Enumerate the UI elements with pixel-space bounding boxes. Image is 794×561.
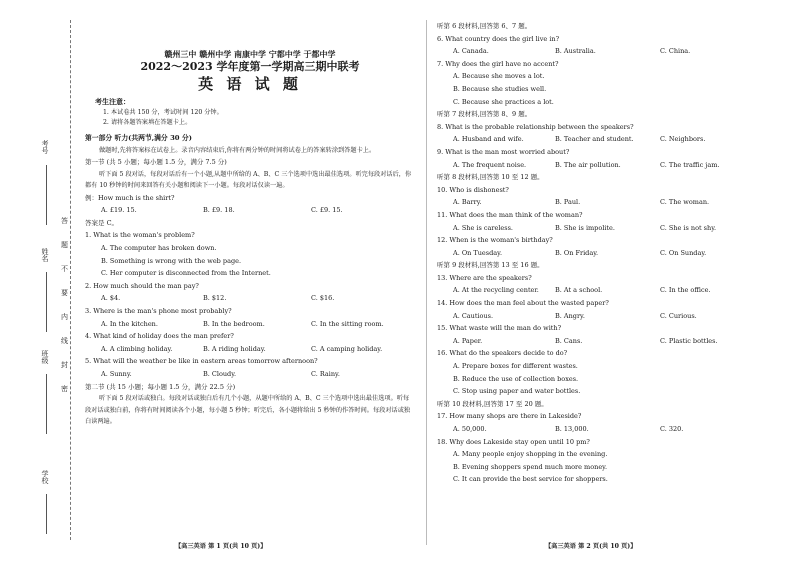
- listening-note: 听第 10 段材料,回答第 17 至 20 题。: [437, 399, 548, 408]
- option: B. At a school.: [555, 286, 603, 295]
- question-stem: 10. Who is dishonest?: [437, 185, 509, 194]
- option: C. Curious.: [660, 311, 697, 320]
- question-stem: 5. What will the weather be like in eastern areas tomorrow afternoon?: [85, 357, 318, 366]
- option: B. A riding holiday.: [203, 344, 266, 353]
- options-row: [437, 45, 782, 58]
- seal-char: 线: [61, 337, 68, 345]
- listening-note: 听第 8 段材料,回答第 10 至 12 题。: [437, 173, 544, 182]
- question-stem: 1. What is the woman's problem?: [85, 231, 195, 240]
- seal-char: 答: [61, 217, 68, 225]
- option: C. £9. 15.: [311, 206, 343, 215]
- option: B. Teacher and student.: [555, 135, 634, 144]
- option: B. Cans.: [555, 336, 583, 345]
- footer-page-2: 【高三英语 第 2 页(共 10 页)】: [545, 543, 637, 550]
- notice-item: 1. 本试卷共 150 分，考试时间 120 分钟。: [103, 109, 223, 117]
- options-row: [437, 247, 782, 260]
- option: A. £19. 15.: [101, 206, 137, 215]
- binding-strip: [0, 0, 80, 561]
- option: C. In the sitting room.: [311, 319, 384, 328]
- part1-heading: 第一部分 听力(共两节,满分 30 分): [85, 134, 192, 143]
- option: A. Paper.: [453, 336, 483, 345]
- option: C. Rainy.: [311, 369, 340, 378]
- example-options: [85, 204, 415, 217]
- question-stem: 3. Where is the man's phone most probably?: [85, 306, 232, 315]
- right-items: [437, 20, 782, 486]
- seal-dashed-line: [70, 20, 71, 540]
- example-question: 例：How much is the shirt?: [85, 193, 175, 202]
- option: A. 50,000.: [453, 425, 487, 433]
- question-stem: 14. How does the man feel about the wasted paper?: [437, 299, 609, 308]
- seal-char: 要: [61, 289, 68, 297]
- option: A. She is careless.: [453, 223, 513, 232]
- options-row: [437, 196, 782, 209]
- label-xingming: 姓名: [41, 248, 49, 262]
- option: A. At the recycling center.: [453, 286, 539, 295]
- option: A. Cautious.: [453, 311, 494, 320]
- options-row: [437, 335, 782, 348]
- option: C. Stop using paper and water bottles.: [453, 387, 581, 396]
- options-row: [85, 292, 415, 305]
- option: A. A climbing holiday.: [101, 344, 173, 353]
- option: C. Neighbors.: [660, 135, 706, 144]
- question-stem: 9. What is the man most worried about?: [437, 147, 570, 156]
- option: B. The air pollution.: [555, 160, 621, 169]
- option: A. Canada.: [453, 47, 489, 56]
- section1-intro: 听下面 5 段对话，每段对话后有一个小题,从题中所给的 A、B、C 三个选项中选出最佳选项。听完每段对话后，你都有 10 秒钟的时间来回答有关小题和阅读下一小题。每段对话仅读一遍。: [85, 170, 412, 190]
- listening-note: 听第 7 段材料,回答第 8、9 题。: [437, 110, 532, 119]
- options-row: [85, 318, 415, 331]
- fill-line-kaohao: [46, 165, 47, 225]
- section1-heading: 第一节 (共 5 小题；每小题 1.5 分，满分 7.5 分): [85, 158, 227, 167]
- option: B. In the bedroom.: [203, 319, 265, 328]
- option: C. Plastic bottles.: [660, 336, 718, 345]
- option: B. £9. 18.: [203, 206, 235, 215]
- option: C. $16.: [311, 294, 335, 303]
- option: B. Reduce the use of collection boxes.: [453, 374, 579, 383]
- label-xuexiao: 学校: [41, 470, 49, 484]
- option: B. Because she studies well.: [453, 84, 547, 93]
- fill-line-xingming: [46, 272, 47, 332]
- option: A. The frequent noise.: [453, 160, 527, 169]
- question-stem: 18. Why does Lakeside stay open until 10 pm?: [437, 437, 590, 446]
- options-row: [85, 343, 415, 356]
- option: A. In the kitchen.: [101, 319, 158, 328]
- option: A. Because she moves a lot.: [453, 72, 545, 81]
- left-questions: [85, 229, 415, 380]
- option: A. Many people enjoy shopping in the evening.: [453, 450, 608, 459]
- options-row: [437, 423, 782, 436]
- fill-line-banji: [46, 374, 47, 434]
- seal-char: 密: [61, 385, 68, 393]
- option: A. The computer has broken down.: [101, 244, 217, 252]
- schools-line: 赣州三中 赣州中学 南康中学 宁都中学 于都中学: [164, 49, 336, 59]
- option: C. It can provide the best service for shoppers.: [453, 475, 608, 484]
- page-1-column: [85, 20, 415, 427]
- option: A. Prepare boxes for different wastes.: [453, 362, 578, 371]
- options-row: [85, 368, 415, 381]
- listening-note: 听第 6 段材料,回答第 6、7 题。: [437, 22, 532, 30]
- option: C. She is not shy.: [660, 223, 717, 232]
- option: B. Australia.: [555, 47, 596, 56]
- subject-title: 英 语 试 题: [198, 75, 302, 93]
- question-stem: 6. What country does the girl live in?: [437, 34, 560, 43]
- column-divider: [426, 20, 427, 545]
- fill-line-xuexiao: [46, 494, 47, 534]
- footer-page-1: 【高三英语 第 1 页(共 10 页)】: [175, 543, 267, 550]
- options-row: [437, 284, 782, 297]
- notice-heading: 考生注意：: [95, 97, 130, 106]
- option: B. $12.: [203, 294, 227, 303]
- option: A. Barry.: [453, 198, 482, 207]
- question-stem: 11. What does the man think of the woman?: [437, 210, 583, 219]
- question-stem: 2. How much should the man pay?: [85, 281, 199, 290]
- option: B. She is impolite.: [555, 223, 615, 232]
- option: C. A camping holiday.: [311, 344, 383, 353]
- option: B. Cloudy.: [203, 369, 237, 378]
- seal-char: 题: [61, 241, 68, 249]
- option: C. In the office.: [660, 286, 711, 295]
- option: B. 13,000.: [555, 425, 589, 433]
- seal-char: 内: [61, 313, 68, 321]
- options-row: [437, 159, 782, 172]
- seal-char: 封: [61, 361, 68, 369]
- label-kaohao: 考号: [41, 140, 49, 154]
- option: C. The woman.: [660, 198, 710, 207]
- section2-heading: 第二节 (共 15 小题；每小题 1.5 分，满分 22.5 分): [85, 382, 236, 391]
- example-answer: 答案是 C。: [85, 218, 119, 227]
- label-banji: 班级: [41, 350, 49, 364]
- option: B. Evening shoppers spend much more money.: [453, 462, 608, 471]
- listening-note: 听第 9 段材料,回答第 13 至 16 题。: [437, 261, 544, 270]
- question-stem: 8. What is the probable relationship between the speakers?: [437, 122, 634, 131]
- question-stem: 17. How many shops are there in Lakeside?: [437, 412, 582, 421]
- question-stem: 16. What do the speakers decide to do?: [437, 349, 568, 358]
- option: C. The traffic jam.: [660, 160, 720, 169]
- option: A. Sunny.: [101, 369, 132, 378]
- options-row: [437, 133, 782, 146]
- question-stem: 12. When is the woman's birthday?: [437, 236, 553, 245]
- option: C. China.: [660, 47, 691, 56]
- page-2-column: [437, 20, 782, 486]
- notice-item: 2. 请将各题答案填在答题卡上。: [103, 118, 192, 126]
- question-stem: 13. Where are the speakers?: [437, 273, 532, 282]
- option: C. Because she practices a lot.: [453, 97, 554, 106]
- options-row: [437, 222, 782, 235]
- exam-title: 2022～2023 学年度第一学期高三期中联考: [140, 60, 360, 73]
- question-stem: 15. What waste will the man do with?: [437, 324, 562, 333]
- question-stem: 4. What kind of holiday does the man prefer?: [85, 332, 234, 341]
- seal-char: 不: [61, 265, 68, 273]
- option: C. 320.: [660, 425, 684, 433]
- option: A. Husband and wife.: [453, 135, 524, 144]
- option: B. Paul.: [555, 198, 581, 207]
- section2-intro: 听下面 5 段对话或独白。每段对话或独白后有几个小题，从题中所给的 A、B、C 三个选项中选出最佳选项。听每段对话或独白前，你将有时间阅读各个小题，每小题 5 秒钟；听完后，各小题将给出 5 秒钟的作答时间。每段对话或独白读两遍。: [85, 395, 411, 425]
- option: C. On Sunday.: [660, 248, 707, 257]
- option: B. Angry.: [555, 311, 585, 320]
- option: B. Something is wrong with the web page.: [101, 256, 242, 265]
- option: A. $4.: [101, 294, 121, 303]
- option: B. On Friday.: [555, 248, 599, 257]
- option: A. On Tuesday.: [453, 248, 503, 257]
- question-stem: 7. Why does the girl have no accent?: [437, 59, 559, 68]
- options-row: [437, 310, 782, 323]
- option: C. Her computer is disconnected from the Internet.: [101, 269, 271, 278]
- part1-intro: 做题时,先将答案标在试卷上。录音内容结束后,你将有两分钟的时间将试卷上的答案转涂到答题卡上。: [99, 146, 376, 154]
